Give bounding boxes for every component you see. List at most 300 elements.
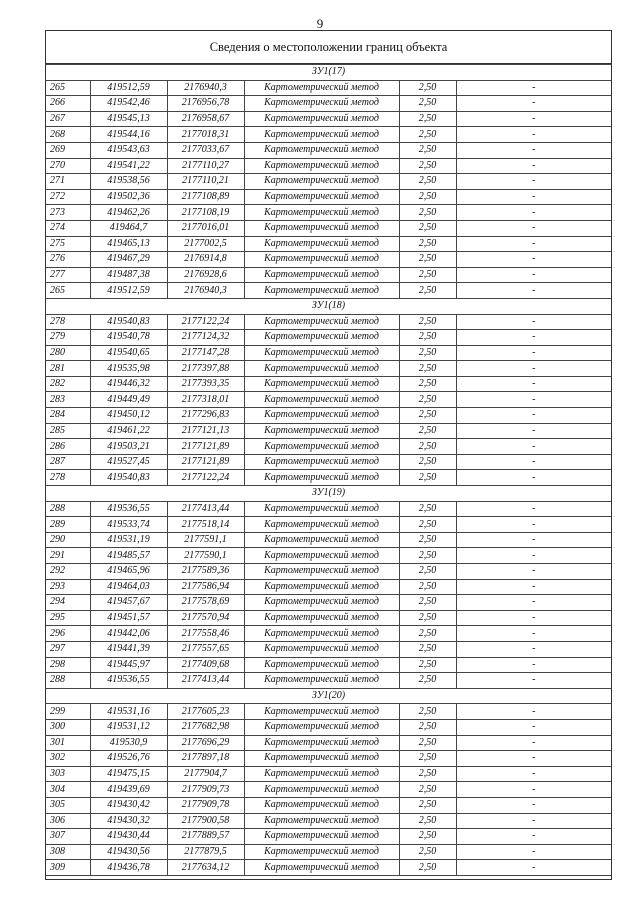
method-cell: Картометрический метод: [244, 548, 399, 564]
description-cell: -: [456, 127, 611, 143]
method-cell: Картометрический метод: [244, 782, 399, 798]
y-coordinate-cell: 2177518,14: [167, 517, 244, 533]
accuracy-cell: 2,50: [399, 766, 456, 782]
point-number-cell: 309: [46, 860, 90, 876]
accuracy-cell: 2,50: [399, 673, 456, 689]
point-number-cell: 291: [46, 548, 90, 564]
description-cell: -: [456, 454, 611, 470]
x-coordinate-cell: 419540,78: [90, 330, 167, 346]
y-coordinate-cell: 2177147,28: [167, 345, 244, 361]
table-row: [46, 267, 611, 283]
y-coordinate-cell: 2177558,46: [167, 626, 244, 642]
accuracy-cell: 2,50: [399, 735, 456, 751]
table-row: [46, 96, 611, 112]
description-cell: -: [456, 439, 611, 455]
description-cell: -: [456, 657, 611, 673]
method-cell: Картометрический метод: [244, 579, 399, 595]
point-number-cell: 274: [46, 220, 90, 236]
description-cell: -: [456, 579, 611, 595]
description-cell: -: [456, 719, 611, 735]
point-number-cell: 294: [46, 595, 90, 611]
point-number-cell: 300: [46, 719, 90, 735]
method-cell: Картометрический метод: [244, 330, 399, 346]
description-cell: -: [456, 174, 611, 190]
x-coordinate-cell: 419439,69: [90, 782, 167, 798]
method-cell: Картометрический метод: [244, 189, 399, 205]
section-header-row: [46, 298, 611, 314]
x-coordinate-cell: 419503,21: [90, 439, 167, 455]
x-coordinate-cell: 419535,98: [90, 361, 167, 377]
method-cell: Картометрический метод: [244, 704, 399, 720]
y-coordinate-cell: 2177016,01: [167, 220, 244, 236]
x-coordinate-cell: 419430,56: [90, 844, 167, 860]
method-cell: Картометрический метод: [244, 673, 399, 689]
x-coordinate-cell: 419512,59: [90, 283, 167, 299]
y-coordinate-cell: 2177413,44: [167, 501, 244, 517]
table-row: [46, 626, 611, 642]
y-coordinate-cell: 2177900,58: [167, 813, 244, 829]
x-coordinate-cell: 419536,55: [90, 673, 167, 689]
x-coordinate-cell: 419540,83: [90, 470, 167, 486]
point-number-cell: 266: [46, 96, 90, 112]
point-number-cell: 308: [46, 844, 90, 860]
x-coordinate-cell: 419512,59: [90, 80, 167, 96]
method-cell: Картометрический метод: [244, 735, 399, 751]
method-cell: Картометрический метод: [244, 283, 399, 299]
table-row: [46, 564, 611, 580]
method-cell: Картометрический метод: [244, 392, 399, 408]
method-cell: Картометрический метод: [244, 220, 399, 236]
x-coordinate-cell: 419451,57: [90, 610, 167, 626]
x-coordinate-cell: 419526,76: [90, 751, 167, 767]
y-coordinate-cell: 2177296,83: [167, 408, 244, 424]
x-coordinate-cell: 419450,12: [90, 408, 167, 424]
description-cell: -: [456, 704, 611, 720]
method-cell: Картометрический метод: [244, 174, 399, 190]
description-cell: -: [456, 641, 611, 657]
description-cell: -: [456, 330, 611, 346]
accuracy-cell: 2,50: [399, 657, 456, 673]
method-cell: Картометрический метод: [244, 142, 399, 158]
description-cell: -: [456, 96, 611, 112]
section-name: ЗУ1(19): [46, 486, 611, 502]
description-cell: -: [456, 797, 611, 813]
method-cell: Картометрический метод: [244, 564, 399, 580]
x-coordinate-cell: 419445,97: [90, 657, 167, 673]
method-cell: Картометрический метод: [244, 751, 399, 767]
section-name: ЗУ1(18): [46, 298, 611, 314]
y-coordinate-cell: 2177889,57: [167, 829, 244, 845]
y-coordinate-cell: 2177409,68: [167, 657, 244, 673]
accuracy-cell: 2,50: [399, 330, 456, 346]
section-header-row: [46, 486, 611, 502]
y-coordinate-cell: 2177318,01: [167, 392, 244, 408]
table-row: [46, 860, 611, 876]
x-coordinate-cell: 419436,78: [90, 860, 167, 876]
table-row: [46, 657, 611, 673]
x-coordinate-cell: 419465,96: [90, 564, 167, 580]
accuracy-cell: 2,50: [399, 376, 456, 392]
description-cell: -: [456, 860, 611, 876]
table-row: [46, 314, 611, 330]
coordinates-table: [46, 64, 611, 876]
x-coordinate-cell: 419430,44: [90, 829, 167, 845]
table-row: [46, 704, 611, 720]
table-row: [46, 532, 611, 548]
accuracy-cell: 2,50: [399, 813, 456, 829]
accuracy-cell: 2,50: [399, 704, 456, 720]
accuracy-cell: 2,50: [399, 142, 456, 158]
point-number-cell: 265: [46, 283, 90, 299]
method-cell: Картометрический метод: [244, 813, 399, 829]
y-coordinate-cell: 2177897,18: [167, 751, 244, 767]
point-number-cell: 307: [46, 829, 90, 845]
x-coordinate-cell: 419457,67: [90, 595, 167, 611]
table-row: [46, 361, 611, 377]
table-row: [46, 641, 611, 657]
x-coordinate-cell: 419464,03: [90, 579, 167, 595]
x-coordinate-cell: 419487,38: [90, 267, 167, 283]
table-row: [46, 673, 611, 689]
accuracy-cell: 2,50: [399, 423, 456, 439]
y-coordinate-cell: 2177121,13: [167, 423, 244, 439]
method-cell: Картометрический метод: [244, 408, 399, 424]
accuracy-cell: 2,50: [399, 96, 456, 112]
description-cell: -: [456, 189, 611, 205]
method-cell: Картометрический метод: [244, 844, 399, 860]
description-cell: -: [456, 361, 611, 377]
y-coordinate-cell: 2177108,19: [167, 205, 244, 221]
table-row: [46, 797, 611, 813]
point-number-cell: 272: [46, 189, 90, 205]
x-coordinate-cell: 419545,13: [90, 111, 167, 127]
y-coordinate-cell: 2177108,89: [167, 189, 244, 205]
table-row: [46, 345, 611, 361]
accuracy-cell: 2,50: [399, 236, 456, 252]
accuracy-cell: 2,50: [399, 252, 456, 268]
accuracy-cell: 2,50: [399, 517, 456, 533]
method-cell: Картометрический метод: [244, 96, 399, 112]
method-cell: Картометрический метод: [244, 766, 399, 782]
table-row: [46, 423, 611, 439]
accuracy-cell: 2,50: [399, 579, 456, 595]
x-coordinate-cell: 419541,22: [90, 158, 167, 174]
x-coordinate-cell: 419465,13: [90, 236, 167, 252]
method-cell: Картометрический метод: [244, 470, 399, 486]
accuracy-cell: 2,50: [399, 626, 456, 642]
description-cell: -: [456, 392, 611, 408]
y-coordinate-cell: 2177110,27: [167, 158, 244, 174]
y-coordinate-cell: 2177121,89: [167, 454, 244, 470]
accuracy-cell: 2,50: [399, 174, 456, 190]
description-cell: -: [456, 501, 611, 517]
x-coordinate-cell: 419543,63: [90, 142, 167, 158]
point-number-cell: 278: [46, 314, 90, 330]
table-row: [46, 158, 611, 174]
description-cell: -: [456, 470, 611, 486]
table-row: [46, 610, 611, 626]
description-cell: -: [456, 408, 611, 424]
x-coordinate-cell: 419530,9: [90, 735, 167, 751]
table-row: [46, 189, 611, 205]
description-cell: -: [456, 345, 611, 361]
description-cell: -: [456, 517, 611, 533]
method-cell: Картометрический метод: [244, 205, 399, 221]
point-number-cell: 281: [46, 361, 90, 377]
accuracy-cell: 2,50: [399, 283, 456, 299]
point-number-cell: 283: [46, 392, 90, 408]
accuracy-cell: 2,50: [399, 610, 456, 626]
y-coordinate-cell: 2177909,73: [167, 782, 244, 798]
method-cell: Картометрический метод: [244, 158, 399, 174]
y-coordinate-cell: 2177578,69: [167, 595, 244, 611]
x-coordinate-cell: 419446,32: [90, 376, 167, 392]
accuracy-cell: 2,50: [399, 267, 456, 283]
method-cell: Картометрический метод: [244, 719, 399, 735]
description-cell: -: [456, 267, 611, 283]
method-cell: Картометрический метод: [244, 80, 399, 96]
y-coordinate-cell: 2177124,32: [167, 330, 244, 346]
accuracy-cell: 2,50: [399, 548, 456, 564]
y-coordinate-cell: 2177589,36: [167, 564, 244, 580]
table-row: [46, 829, 611, 845]
y-coordinate-cell: 2176940,3: [167, 80, 244, 96]
method-cell: Картометрический метод: [244, 517, 399, 533]
point-number-cell: 278: [46, 470, 90, 486]
table-row: [46, 142, 611, 158]
y-coordinate-cell: 2177591,1: [167, 532, 244, 548]
y-coordinate-cell: 2177909,78: [167, 797, 244, 813]
point-number-cell: 302: [46, 751, 90, 767]
accuracy-cell: 2,50: [399, 314, 456, 330]
method-cell: Картометрический метод: [244, 595, 399, 611]
y-coordinate-cell: 2177002,5: [167, 236, 244, 252]
description-cell: -: [456, 564, 611, 580]
accuracy-cell: 2,50: [399, 158, 456, 174]
description-cell: -: [456, 158, 611, 174]
table-row: [46, 735, 611, 751]
page-number: 9: [316, 16, 324, 31]
y-coordinate-cell: 2177110,21: [167, 174, 244, 190]
accuracy-cell: 2,50: [399, 470, 456, 486]
description-cell: -: [456, 735, 611, 751]
table-row: [46, 220, 611, 236]
accuracy-cell: 2,50: [399, 189, 456, 205]
x-coordinate-cell: 419533,74: [90, 517, 167, 533]
point-number-cell: 276: [46, 252, 90, 268]
section-name: ЗУ1(20): [46, 688, 611, 704]
point-number-cell: 304: [46, 782, 90, 798]
method-cell: Картометрический метод: [244, 439, 399, 455]
accuracy-cell: 2,50: [399, 361, 456, 377]
description-cell: -: [456, 610, 611, 626]
method-cell: Картометрический метод: [244, 610, 399, 626]
y-coordinate-cell: 2176958,67: [167, 111, 244, 127]
y-coordinate-cell: 2177121,89: [167, 439, 244, 455]
accuracy-cell: 2,50: [399, 127, 456, 143]
table-row: [46, 719, 611, 735]
point-number-cell: 292: [46, 564, 90, 580]
method-cell: Картометрический метод: [244, 376, 399, 392]
table-row: [46, 782, 611, 798]
table-title: Сведения о местоположении границ объекта: [46, 31, 611, 64]
accuracy-cell: 2,50: [399, 80, 456, 96]
accuracy-cell: 2,50: [399, 860, 456, 876]
method-cell: Картометрический метод: [244, 361, 399, 377]
method-cell: Картометрический метод: [244, 127, 399, 143]
y-coordinate-cell: 2177557,65: [167, 641, 244, 657]
method-cell: Картометрический метод: [244, 501, 399, 517]
y-coordinate-cell: 2177570,94: [167, 610, 244, 626]
point-number-cell: 288: [46, 501, 90, 517]
point-number-cell: 284: [46, 408, 90, 424]
point-number-cell: 267: [46, 111, 90, 127]
method-cell: Картометрический метод: [244, 860, 399, 876]
point-number-cell: 279: [46, 330, 90, 346]
y-coordinate-cell: 2177586,94: [167, 579, 244, 595]
method-cell: Картометрический метод: [244, 829, 399, 845]
table-row: [46, 501, 611, 517]
table-row: [46, 439, 611, 455]
description-cell: -: [456, 376, 611, 392]
table-row: [46, 283, 611, 299]
table-row: [46, 408, 611, 424]
description-cell: -: [456, 236, 611, 252]
section-header-row: [46, 65, 611, 81]
description-cell: -: [456, 548, 611, 564]
method-cell: Картометрический метод: [244, 657, 399, 673]
table-row: [46, 454, 611, 470]
accuracy-cell: 2,50: [399, 454, 456, 470]
point-number-cell: 289: [46, 517, 90, 533]
x-coordinate-cell: 419540,65: [90, 345, 167, 361]
table-row: [46, 548, 611, 564]
x-coordinate-cell: 419464,7: [90, 220, 167, 236]
point-number-cell: 299: [46, 704, 90, 720]
y-coordinate-cell: 2177413,44: [167, 673, 244, 689]
point-number-cell: 296: [46, 626, 90, 642]
x-coordinate-cell: 419430,32: [90, 813, 167, 829]
x-coordinate-cell: 419538,56: [90, 174, 167, 190]
table-row: [46, 330, 611, 346]
description-cell: -: [456, 205, 611, 221]
accuracy-cell: 2,50: [399, 501, 456, 517]
table-row: [46, 205, 611, 221]
accuracy-cell: 2,50: [399, 641, 456, 657]
y-coordinate-cell: 2177122,24: [167, 314, 244, 330]
point-number-cell: 282: [46, 376, 90, 392]
y-coordinate-cell: 2177605,23: [167, 704, 244, 720]
point-number-cell: 287: [46, 454, 90, 470]
accuracy-cell: 2,50: [399, 719, 456, 735]
y-coordinate-cell: 2177122,24: [167, 470, 244, 486]
table-row: [46, 376, 611, 392]
y-coordinate-cell: 2177696,29: [167, 735, 244, 751]
x-coordinate-cell: 419531,16: [90, 704, 167, 720]
point-number-cell: 303: [46, 766, 90, 782]
method-cell: Картометрический метод: [244, 626, 399, 642]
method-cell: Картометрический метод: [244, 797, 399, 813]
accuracy-cell: 2,50: [399, 844, 456, 860]
y-coordinate-cell: 2176928,6: [167, 267, 244, 283]
point-number-cell: 271: [46, 174, 90, 190]
description-cell: -: [456, 595, 611, 611]
description-cell: -: [456, 673, 611, 689]
method-cell: Картометрический метод: [244, 252, 399, 268]
accuracy-cell: 2,50: [399, 782, 456, 798]
method-cell: Картометрический метод: [244, 454, 399, 470]
x-coordinate-cell: 419531,19: [90, 532, 167, 548]
accuracy-cell: 2,50: [399, 751, 456, 767]
method-cell: Картометрический метод: [244, 267, 399, 283]
table-row: [46, 236, 611, 252]
description-cell: -: [456, 751, 611, 767]
y-coordinate-cell: 2176940,3: [167, 283, 244, 299]
point-number-cell: 293: [46, 579, 90, 595]
y-coordinate-cell: 2177634,12: [167, 860, 244, 876]
accuracy-cell: 2,50: [399, 564, 456, 580]
x-coordinate-cell: 419449,49: [90, 392, 167, 408]
y-coordinate-cell: 2177904,7: [167, 766, 244, 782]
point-number-cell: 269: [46, 142, 90, 158]
description-cell: -: [456, 423, 611, 439]
table-row: [46, 470, 611, 486]
description-cell: -: [456, 626, 611, 642]
x-coordinate-cell: 419485,57: [90, 548, 167, 564]
table-row: [46, 392, 611, 408]
table-row: [46, 111, 611, 127]
point-number-cell: 306: [46, 813, 90, 829]
coordinates-table-body: [46, 65, 611, 876]
y-coordinate-cell: 2176914,8: [167, 252, 244, 268]
y-coordinate-cell: 2177879,5: [167, 844, 244, 860]
point-number-cell: 305: [46, 797, 90, 813]
y-coordinate-cell: 2177682,98: [167, 719, 244, 735]
accuracy-cell: 2,50: [399, 532, 456, 548]
description-cell: -: [456, 314, 611, 330]
method-cell: Картометрический метод: [244, 111, 399, 127]
y-coordinate-cell: 2177033,67: [167, 142, 244, 158]
y-coordinate-cell: 2177018,31: [167, 127, 244, 143]
x-coordinate-cell: 419527,45: [90, 454, 167, 470]
point-number-cell: 275: [46, 236, 90, 252]
description-cell: -: [456, 220, 611, 236]
point-number-cell: 298: [46, 657, 90, 673]
x-coordinate-cell: 419502,36: [90, 189, 167, 205]
accuracy-cell: 2,50: [399, 797, 456, 813]
accuracy-cell: 2,50: [399, 205, 456, 221]
point-number-cell: 270: [46, 158, 90, 174]
method-cell: Картометрический метод: [244, 641, 399, 657]
table-row: [46, 766, 611, 782]
accuracy-cell: 2,50: [399, 220, 456, 236]
table-row: [46, 174, 611, 190]
x-coordinate-cell: 419462,26: [90, 205, 167, 221]
accuracy-cell: 2,50: [399, 829, 456, 845]
description-cell: -: [456, 80, 611, 96]
description-cell: -: [456, 782, 611, 798]
point-number-cell: 301: [46, 735, 90, 751]
section-name: ЗУ1(17): [46, 65, 611, 81]
point-number-cell: 288: [46, 673, 90, 689]
method-cell: Картометрический метод: [244, 423, 399, 439]
description-cell: -: [456, 283, 611, 299]
table-row: [46, 595, 611, 611]
description-cell: -: [456, 766, 611, 782]
method-cell: Картометрический метод: [244, 345, 399, 361]
point-number-cell: 280: [46, 345, 90, 361]
x-coordinate-cell: 419441,39: [90, 641, 167, 657]
